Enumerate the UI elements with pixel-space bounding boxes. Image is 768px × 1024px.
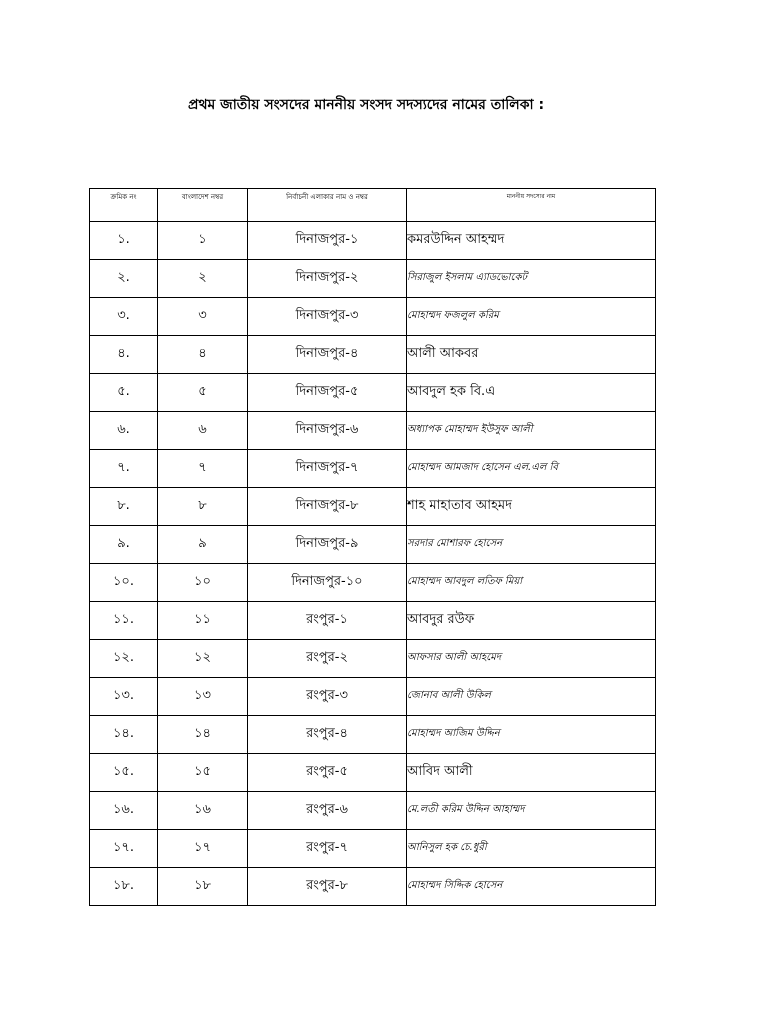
cell-member-name: মোহাম্মদ আমজাদ হোসেন এল.এল বি — [407, 450, 656, 488]
cell-bd-number: ১৫ — [158, 754, 248, 792]
cell-bd-number: ৮ — [158, 488, 248, 526]
cell-member-name: সিরাজুল ইসলাম এ্যাডভোকেট — [407, 260, 656, 298]
cell-serial: ১১. — [90, 602, 158, 640]
members-table — [89, 188, 656, 906]
cell-member-name: আফসার আলী আহমেদ — [407, 640, 656, 678]
cell-member-name: কমরউদ্দিন আহম্মদ — [407, 222, 656, 260]
cell-constituency: রংপুর-৫ — [248, 754, 407, 792]
table-row — [90, 602, 656, 640]
table-row — [90, 374, 656, 412]
cell-constituency: দিনাজপুর-২ — [248, 260, 407, 298]
cell-serial: ৫. — [90, 374, 158, 412]
table-row — [90, 868, 656, 906]
cell-member-name: মোহাম্মদ সিদ্দিক হোসেন — [407, 868, 656, 906]
table-row — [90, 222, 656, 260]
table-row — [90, 640, 656, 678]
cell-constituency: রংপুর-২ — [248, 640, 407, 678]
cell-constituency: দিনাজপুর-৫ — [248, 374, 407, 412]
cell-member-name: আবদুর রউফ — [407, 602, 656, 640]
table-row — [90, 298, 656, 336]
cell-bd-number: ১৭ — [158, 830, 248, 868]
cell-constituency: দিনাজপুর-৯ — [248, 526, 407, 564]
cell-constituency: রংপুর-৭ — [248, 830, 407, 868]
table-row — [90, 260, 656, 298]
cell-bd-number: ১৪ — [158, 716, 248, 754]
cell-member-name: শাহ মাহাতাব আহমদ — [407, 488, 656, 526]
cell-constituency: রংপুর-৬ — [248, 792, 407, 830]
cell-constituency: দিনাজপুর-৩ — [248, 298, 407, 336]
cell-member-name: জোনাব আলী উকিল — [407, 678, 656, 716]
table-row — [90, 830, 656, 868]
cell-constituency: দিনাজপুর-১ — [248, 222, 407, 260]
table-row — [90, 412, 656, 450]
cell-bd-number: ১৬ — [158, 792, 248, 830]
cell-member-name: মোহাম্মদ আজিম উদ্দিন — [407, 716, 656, 754]
cell-bd-number: ১৩ — [158, 678, 248, 716]
table-row — [90, 678, 656, 716]
cell-serial: ১০. — [90, 564, 158, 602]
cell-constituency: রংপুর-৩ — [248, 678, 407, 716]
cell-bd-number: ৩ — [158, 298, 248, 336]
cell-member-name: মোহাম্মদ ফজলুল করিম — [407, 298, 656, 336]
cell-bd-number: ৪ — [158, 336, 248, 374]
cell-bd-number: ৫ — [158, 374, 248, 412]
cell-bd-number: ৭ — [158, 450, 248, 488]
table-row — [90, 754, 656, 792]
cell-constituency: রংপুর-৮ — [248, 868, 407, 906]
cell-constituency: রংপুর-৪ — [248, 716, 407, 754]
cell-serial: ৭. — [90, 450, 158, 488]
cell-bd-number: ৯ — [158, 526, 248, 564]
cell-bd-number: ১০ — [158, 564, 248, 602]
cell-serial: ৯. — [90, 526, 158, 564]
cell-constituency: দিনাজপুর-৮ — [248, 488, 407, 526]
table-row — [90, 336, 656, 374]
table-row — [90, 792, 656, 830]
cell-member-name: মে.লতী করিম উদ্দিন আহাম্মদ — [407, 792, 656, 830]
document-title: প্রথম জাতীয় সংসদের মাননীয় সংসদ সদস্যদের নামের তালিকা : — [188, 97, 545, 113]
table-row — [90, 526, 656, 564]
cell-bd-number: ১৮ — [158, 868, 248, 906]
header-member-name: মাননীয় সদস্যের নাম — [407, 189, 656, 222]
cell-serial: ৬. — [90, 412, 158, 450]
cell-constituency: দিনাজপুর-৬ — [248, 412, 407, 450]
cell-serial: ১. — [90, 222, 158, 260]
cell-bd-number: ১ — [158, 222, 248, 260]
cell-bd-number: ২ — [158, 260, 248, 298]
cell-serial: ১৪. — [90, 716, 158, 754]
cell-serial: ৩. — [90, 298, 158, 336]
header-bd-number: বাংলাদেশ নম্বর — [158, 189, 248, 222]
cell-serial: ৪. — [90, 336, 158, 374]
cell-bd-number: ৬ — [158, 412, 248, 450]
cell-member-name: আলী আকবর — [407, 336, 656, 374]
cell-serial: ১৬. — [90, 792, 158, 830]
table-row — [90, 488, 656, 526]
cell-constituency: দিনাজপুর-৪ — [248, 336, 407, 374]
cell-serial: ২. — [90, 260, 158, 298]
table-row — [90, 564, 656, 602]
header-constituency: নির্বাচনী এলাকার নাম ও নম্বর — [248, 189, 407, 222]
cell-constituency: দিনাজপুর-৭ — [248, 450, 407, 488]
cell-constituency: দিনাজপুর-১০ — [248, 564, 407, 602]
cell-serial: ১৫. — [90, 754, 158, 792]
cell-member-name: আবদুল হক বি.এ — [407, 374, 656, 412]
cell-member-name: সরদার মোশারফ হোসেন — [407, 526, 656, 564]
cell-member-name: আবিদ আলী — [407, 754, 656, 792]
cell-serial: ১৮. — [90, 868, 158, 906]
cell-serial: ১৭. — [90, 830, 158, 868]
cell-constituency: রংপুর-১ — [248, 602, 407, 640]
table-row — [90, 716, 656, 754]
cell-bd-number: ১১ — [158, 602, 248, 640]
cell-member-name: আনিসুল হক চে.ধুরী — [407, 830, 656, 868]
table-row — [90, 450, 656, 488]
cell-serial: ১২. — [90, 640, 158, 678]
cell-serial: ১৩. — [90, 678, 158, 716]
header-serial: ক্রমিক নং — [90, 189, 158, 222]
cell-serial: ৮. — [90, 488, 158, 526]
cell-bd-number: ১২ — [158, 640, 248, 678]
table-header-row — [90, 189, 656, 222]
cell-member-name: অধ্যাপক মোহাম্মদ ইউসুফ আলী — [407, 412, 656, 450]
cell-member-name: মোহাম্মদ আবদুল লতিফ মিয়া — [407, 564, 656, 602]
